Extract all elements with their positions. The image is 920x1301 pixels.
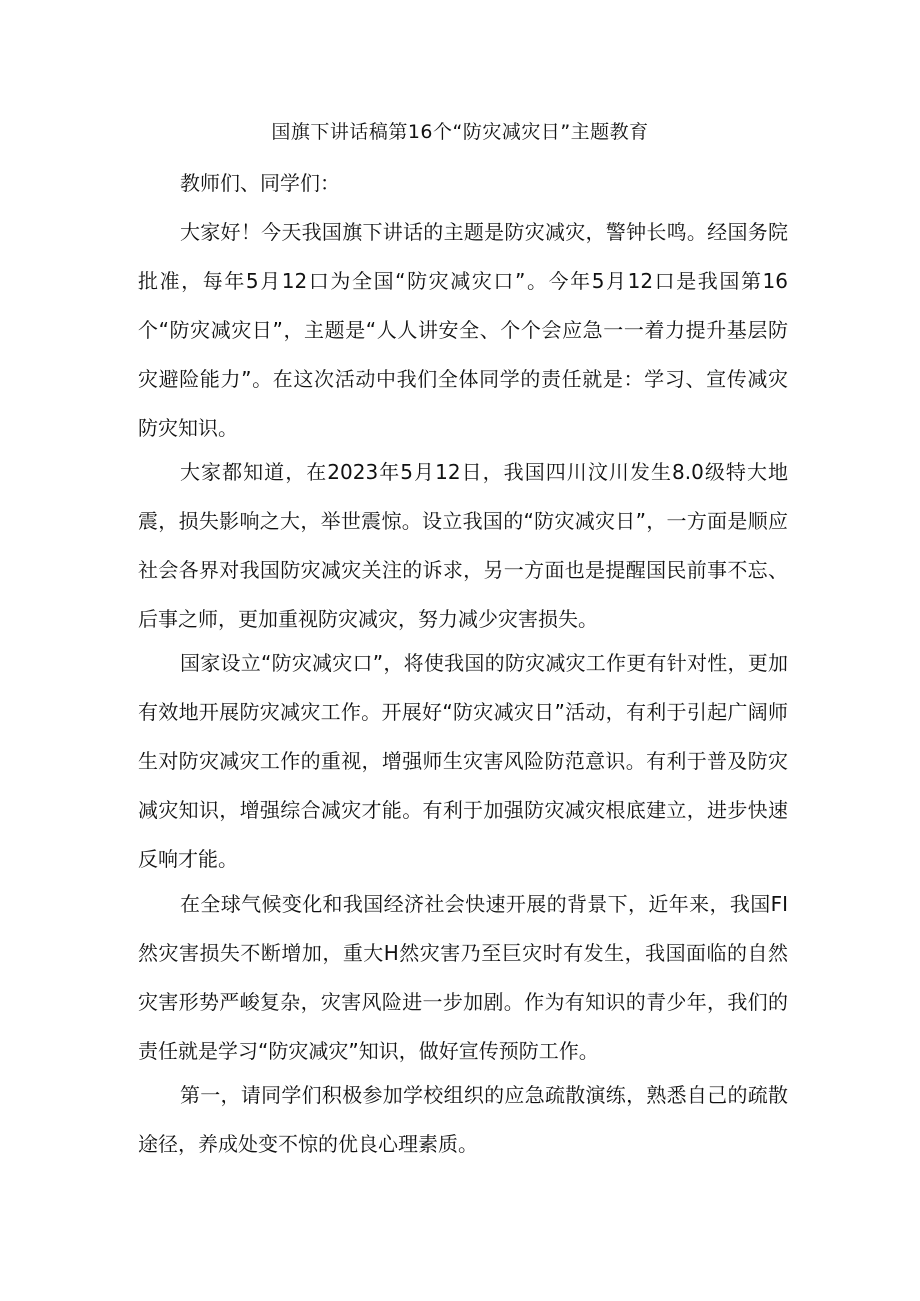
paragraph-1: 大家好！今天我国旗下讲话的主题是防灾减灾，警钟长鸣。经国务院批准，每年5月12口为全国“防灾减灾口”。今年5月12口是我国第16个“防灾减灾日”，主题是“人人讲安全、个个会应急一一着力提升基层防灾避险能力”。在这次活动中我们全体同学的责任就是：学习、宣传减灾防灾知识。 <box>138 220 788 440</box>
paragraph-5: 第一，请同学们积极参加学校组织的应急疏散演练，熟悉自己的疏散途径，养成处变不惊的优良心理素质。 <box>138 1083 788 1156</box>
paragraph-3: 国家设立“防灾减灾口”，将使我国的防灾减灾工作更有针对性，更加有效地开展防灾减灾工作。开展好“防灾减灾日”活动，有利于引起广阔师生对防灾减灾工作的重视，增强师生灾害风险防范意识。有利于普及防灾减灾知识，增强综合减灾才能。有利于加强防灾减灾根底建立，进步快速反响才能。 <box>138 651 788 871</box>
document-title: 国旗下讲话稿第16个“防灾减灾日”主题教育 <box>271 121 649 143</box>
salutation: 教师们、同学们： <box>180 171 340 195</box>
paragraph-2: 大家都知道，在2023年5月12日，我国四川汶川发生8.0级特大地震，损失影响之大，举世震惊。设立我国的“防灾减灾日”，一方面是顺应社会各界对我国防灾减灾关注的诉求，另一方面也是提醒国民前事不忘、后事之师，更加重视防灾减灾，努力减少灾害损失。 <box>138 460 788 631</box>
paragraph-4: 在全球气候变化和我国经济社会快速开展的背景下，近年来，我国FI然灾害损失不断增加，重大H然灾害乃至巨灾时有发生，我国面临的自然灾害形势严峻复杂，灾害风险进一步加剧。作为有知识的青少年，我们的责任就是学习“防灾减灾”知识，做好宣传预防工作。 <box>138 892 788 1063</box>
